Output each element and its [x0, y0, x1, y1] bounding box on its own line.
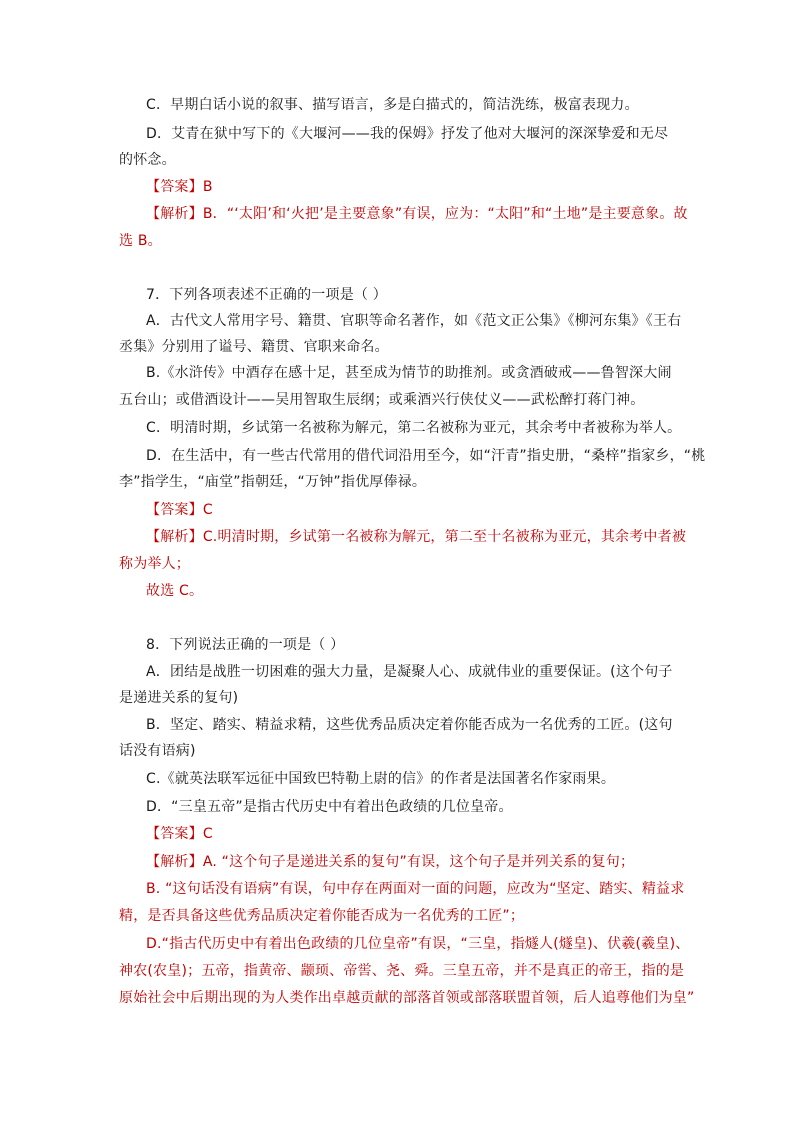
answer-tag: 【答案】 [146, 179, 203, 195]
q7-option-d: D．在生活中，有一些古代常用的借代词沿用至今，如“汗青”指史册，“桑梓”指家乡，“桃 [146, 448, 706, 464]
q7-option-b-cont: 五台山；或借酒设计——吴用智取生辰纲；或乘酒兴行侠仗义——武松醉打蒋门神。 [119, 392, 645, 408]
answer-tag: 【答案】 [146, 502, 203, 518]
analysis-text: B．“‘太阳’和‘火把’是主要意象”有误，应为：“太阳”和“土地”是主要意象。故 [202, 206, 688, 222]
q6-analysis-cont: 选 B。 [119, 233, 162, 249]
q8-analysis-b-cont: 精，是否具备这些优秀品质决定着你能否成为一名优秀的工匠”； [119, 908, 525, 924]
q8-option-a: A．团结是战胜一切困难的强大力量，是凝聚人心、成就伟业的重要保证。(这个句子 [146, 664, 673, 680]
q8-analysis-d-cont2: 原始社会中后期出现的为人类作出卓越贡献的部落首领或部落联盟首领，后人追尊他们为皇” [119, 990, 695, 1006]
q8-analysis-d-cont1: 神农(农皇)；五帝，指黄帝、颛顼、帝喾、尧、舜。三皇五帝，并不是真正的帝王，指的是 [119, 963, 685, 979]
q7-stem: 7．下列各项表述不正确的一项是（ ） [146, 287, 387, 303]
q7-answer [146, 500, 213, 520]
q6-option-c: C．早期白话小说的叙事、描写语言，多是白描式的，简洁洗练，极富表现力。 [146, 97, 639, 113]
answer-value: C [202, 826, 213, 842]
q8-option-a-cont: 是递进关系的复句) [119, 690, 239, 706]
q7-option-c: C．明清时期，乡试第一名被称为解元，第二名被称为亚元，其余考中者被称为举人。 [146, 420, 682, 436]
q8-answer [146, 824, 213, 844]
q6-option-d-cont: 的怀念。 [119, 152, 176, 168]
q6-analysis [146, 204, 688, 224]
q7-analysis [146, 527, 686, 547]
q8-analysis-d: D.“指古代历史中有着出色政绩的几位皇帝”有误，“三皇，指燧人(燧皇)、伏羲(羲皇)、 [146, 936, 690, 952]
q7-option-a-cont: 丞集》分别用了谥号、籍贯、官职来命名。 [119, 339, 389, 355]
answer-value: C [202, 502, 213, 518]
analysis-tag: 【解析】 [146, 206, 203, 222]
analysis-text: C.明清时期，乡试第一名被称为解元，第二至十名被称为亚元，其余考中者被 [202, 529, 687, 545]
q8-stem: 8．下列说法正确的一项是（ ） [146, 637, 345, 653]
q8-option-c: C.《就英法联军远征中国致巴特勒上尉的信》的作者是法国著名作家雨果。 [146, 771, 616, 787]
q7-conclusion: 故选 C。 [146, 583, 204, 599]
q7-option-d-cont: 李”指学生，“庙堂”指朝廷，“万钟”指优厚俸禄。 [119, 474, 427, 490]
analysis-tag: 【解析】 [146, 529, 203, 545]
q8-analysis-a [146, 852, 634, 872]
q7-analysis-cont: 称为举人； [119, 556, 190, 572]
q8-option-b: B．坚定、踏实、精益求精，这些优秀品质决定着你能否成为一名优秀的工匠。(这句 [146, 717, 673, 733]
q8-option-d: D．“三皇五帝”是指古代历史中有着出色政绩的几位皇帝。 [146, 799, 513, 815]
q8-analysis-b: B. “这句话没有语病”有误，句中存在两面对一面的问题，应改为“坚定、踏实、精益求 [146, 881, 685, 897]
analysis-tag: 【解析】 [146, 854, 203, 870]
answer-value: B [202, 179, 213, 195]
q8-option-b-cont: 话没有语病) [119, 743, 196, 759]
answer-tag: 【答案】 [146, 826, 203, 842]
q6-option-d: D．艾青在狱中写下的《大堰河——我的保姆》抒发了他对大堰河的深深挚爱和无尽 [146, 126, 669, 142]
q7-option-a: A．古代文人常用字号、籍贯、官职等命名著作，如《范文正公集》《柳河东集》《王右 [146, 313, 682, 329]
q6-answer [146, 177, 213, 197]
q7-option-b: B.《水浒传》中酒存在感十足，甚至成为情节的助推剂。或贪酒破戒——鲁智深大闹 [146, 365, 672, 381]
analysis-text: A. “这个句子是递进关系的复句”有误，这个句子是并列关系的复句； [202, 854, 635, 870]
